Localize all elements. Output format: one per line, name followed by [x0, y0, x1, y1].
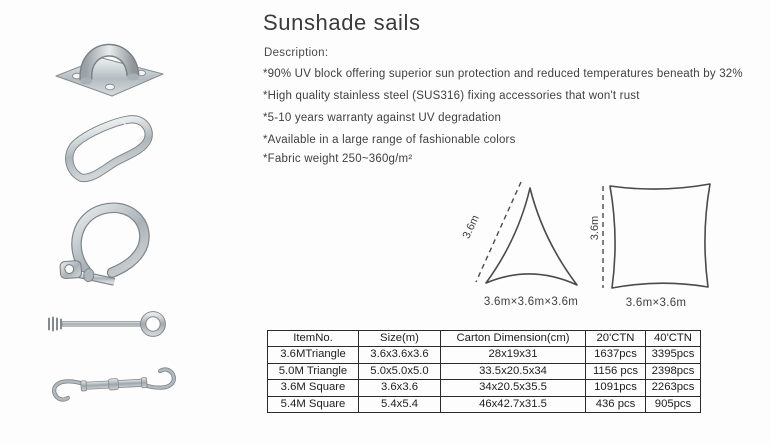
description-bullet-colors: *Available in a large range of fashionable colors: [263, 134, 516, 146]
square-sail-outline: [592, 168, 737, 296]
table-row: [268, 347, 701, 363]
cell-40ctn: 905pcs: [646, 396, 701, 412]
cell-20ctn: 1156 pcs: [586, 363, 646, 379]
triangle-sail-diagram: [455, 172, 600, 297]
eye-bolt-image: [42, 306, 172, 342]
cell-20ctn: 1637pcs: [586, 347, 646, 363]
cell-20ctn: 436 pcs: [586, 396, 646, 412]
cell-size: 5.4x5.4: [359, 396, 441, 412]
carabiner-image: [60, 114, 165, 190]
diamond-pad-eye-icon: [52, 30, 167, 102]
cell-carton: 28x19x31: [441, 347, 586, 363]
cell-size: 3.6x3.6x3.6: [359, 347, 441, 363]
cell-20ctn: 1091pcs: [586, 380, 646, 396]
description-bullet-uv-block: *90% UV block offering superior sun protection and reduced temperatures beneath by 32%: [263, 68, 743, 80]
col-header-carton: Carton Dimension(cm): [441, 331, 586, 347]
table-row: [268, 380, 701, 396]
cell-carton: 46x42.7x31.5: [441, 396, 586, 412]
triangle-side-dimension-label: 3.6m: [460, 213, 482, 241]
description-bullet-stainless: *High quality stainless steel (SUS316) fixing accessories that won't rust: [263, 90, 640, 102]
triangle-sail-outline: [455, 172, 600, 297]
diamond-pad-eye-image: [52, 30, 167, 102]
spec-table: [267, 330, 701, 413]
cell-item-no: 3.6MTriangle: [268, 347, 359, 363]
cell-item-no: 5.4M Square: [268, 396, 359, 412]
d-shackle-icon: [52, 196, 164, 294]
col-header-size: Size(m): [359, 331, 441, 347]
table-row: [268, 363, 701, 379]
eye-bolt-icon: [42, 306, 172, 342]
cell-carton: 33.5x20.5x34: [441, 363, 586, 379]
description-label: Description:: [264, 47, 329, 59]
d-shackle-image: [52, 196, 164, 294]
hook-turnbuckle-image: [42, 364, 186, 406]
col-header-40ctn: 40'CTN: [646, 331, 701, 347]
carabiner-snap-hook-icon: [60, 114, 165, 190]
cell-size: 3.6x3.6: [359, 380, 441, 396]
col-header-20ctn: 20'CTN: [586, 331, 646, 347]
page-title: Sunshade sails: [263, 10, 421, 35]
cell-40ctn: 2263pcs: [646, 380, 701, 396]
cell-carton: 34x20.5x35.5: [441, 380, 586, 396]
cell-item-no: 5.0M Triangle: [268, 363, 359, 379]
square-sail-diagram: [592, 168, 737, 296]
col-header-item-no: ItemNo.: [268, 331, 359, 347]
hook-turnbuckle-icon: [42, 364, 186, 406]
cell-item-no: 3.6M Square: [268, 380, 359, 396]
cell-40ctn: 3395pcs: [646, 347, 701, 363]
square-side-dimension-label: 3.6m: [589, 215, 602, 241]
table-row: [268, 396, 701, 412]
square-size-caption: 3.6m×3.6m: [625, 297, 687, 309]
table-header-row: [268, 331, 701, 347]
cell-40ctn: 2398pcs: [646, 363, 701, 379]
triangle-size-caption: 3.6m×3.6m×3.6m: [483, 296, 579, 308]
description-bullet-warranty: *5-10 years warranty against UV degradation: [263, 112, 502, 124]
cell-size: 5.0x5.0x5.0: [359, 363, 441, 379]
description-bullet-fabric: *Fabric weight 250~360g/m²: [263, 153, 413, 165]
